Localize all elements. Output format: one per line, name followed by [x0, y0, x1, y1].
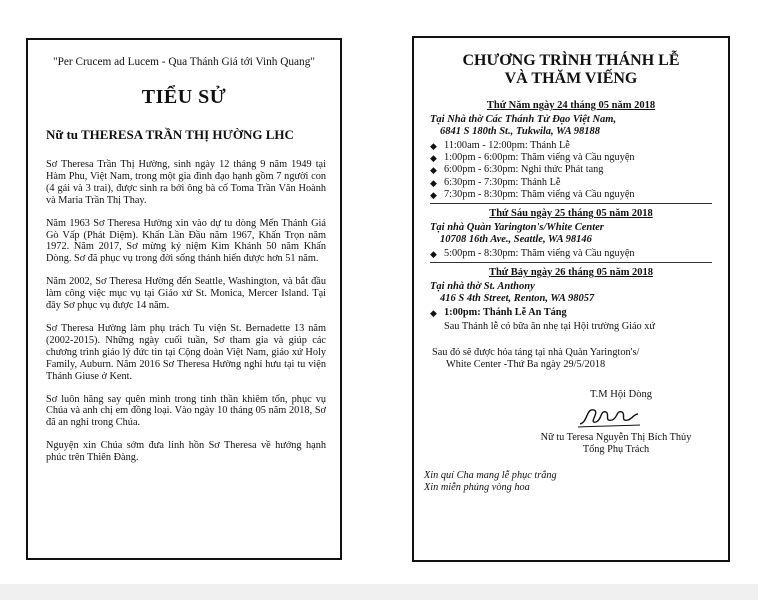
program-title-line1: CHƯƠNG TRÌNH THÁNH LỄ: [462, 52, 680, 69]
schedule-list-thursday: [424, 140, 718, 201]
location-line2: 6841 S 180th St., Tukwila, WA 98188: [440, 126, 600, 137]
biography-paragraph: Nguyện xin Chúa sớm đưa linh hồn Sơ Theresa về hưởng hạnh phúc trên Thiên Đàng.: [46, 440, 326, 464]
location-line2: 10708 16th Ave., Seattle, WA 98146: [440, 234, 592, 246]
bullet-icon: ◆: [430, 165, 437, 176]
closing-notes: Xin quí Cha mang lễ phục trắng Xin miễn phúng vòng hoa: [424, 470, 557, 494]
location-line1: Tại Nhà thờ Các Thánh Tử Đạo Việt Nam,: [430, 114, 617, 125]
bullet-icon: ◆: [430, 153, 437, 164]
program-title-line2: VÀ THĂM VIẾNG: [504, 70, 638, 87]
schedule-item: ◆ 11:00am - 12:00pm: Thánh Lễ: [430, 140, 570, 151]
program-title: [424, 52, 718, 88]
program-panel: [412, 36, 730, 562]
biography-paragraph: Năm 2002, Sơ Theresa Hường đến Seattle, Washington, và bắt đầu làm công việc mục vụ tại Giáo xứ St. Monica, Mercer Island. Tại đây Sơ phục vụ được 14 năm.: [46, 276, 326, 312]
motto: "Per Crucem ad Lucem - Qua Thánh Giá tới Vinh Quang": [53, 56, 315, 68]
location-saturday: [430, 281, 718, 305]
schedule-item: ◆ 7:30pm - 8:30pm: Thăm viếng và Cầu nguyện: [430, 188, 635, 200]
biography-paragraph: Sơ Theresa Trần Thị Hường, sinh ngày 12 tháng 9 năm 1949 tại Hàm Phu, Việt Nam, trong một gia đình đạo hạnh gồm 7 người con (4 gái và 3 trai), được sinh ra bởi ông bà cố Toma Trần Văn Hoành và Maria Trần Thị Thay.: [46, 159, 326, 206]
bullet-icon: ◆: [430, 177, 437, 188]
biography-paragraph: Sơ luôn hăng say quên mình trong tinh thần khiêm tốn, phục vụ Chúa và anh chị em đồng loại. Vào ngày 10 tháng 05 năm 2018, Sơ đã an nghỉ trong Chúa.: [46, 393, 326, 429]
signer: Nữ tu Teresa Nguyễn Thị Bích Thủy Tổng Phụ Trách: [540, 432, 692, 456]
bullet-icon: ◆: [430, 141, 437, 151]
location-thursday: [430, 114, 718, 138]
schedule-item: ◆ 6:00pm - 6:30pm: Nghi thức Phát tang: [430, 164, 604, 176]
biography-paragraph: Năm 1963 Sơ Theresa Hường xin vào dự tu dòng Mến Thánh Giá Gò Vấp (Phát Diệm). Khấn Lần Đầu năm 1967, Khấn Trọn năm 1972. Năm 2017, Sơ mừng kỷ niệm Kim Khánh 50 năm Khấn Dòng. Sơ đã phục vụ trong đời sống thánh hiến được hơn 51 năm.: [46, 217, 326, 265]
day-heading-friday: Thứ Sáu ngày 25 tháng 05 năm 2018: [489, 208, 653, 220]
biography-panel: [26, 38, 342, 560]
biography-title: TIỂU SỬ: [141, 86, 227, 108]
location-line2: 416 S 4th Street, Renton, WA 98057: [440, 293, 595, 305]
schedule-item: ◆ 1:00pm: Thánh Lễ An Táng: [430, 307, 567, 319]
location-line1: Tại nhà Quàn Yarington's/White Center: [430, 222, 604, 234]
day-heading-thursday: Thứ Năm ngày 24 tháng 05 năm 2018: [486, 100, 656, 111]
divider: [430, 203, 712, 204]
bottom-strip: [0, 584, 758, 600]
cremation-note: Sau đó sẽ được hỏa táng tại nhà Quàn Yarington's/ White Center -Thứ Ba ngày 29/5/2018: [432, 347, 640, 371]
on-behalf-label: T.M Hội Dòng: [590, 389, 652, 401]
bullet-icon: ◆: [430, 249, 437, 260]
schedule-item: ◆ 5:00pm - 8:30pm: Thăm viếng và Cầu nguyện: [430, 248, 635, 260]
location-line1: Tại nhà thờ St. Anthony: [430, 281, 535, 293]
schedule-list-saturday: [424, 307, 718, 319]
bullet-icon: ◆: [430, 189, 437, 200]
day-heading-saturday: Thứ Bảy ngày 26 tháng 05 năm 2018: [488, 267, 654, 279]
signature-icon: [574, 402, 644, 432]
divider: [430, 262, 712, 263]
location-friday: [430, 222, 718, 246]
schedule-item: ◆ 1:00pm - 6:00pm: Thăm viếng và Cầu nguyện: [430, 152, 635, 164]
schedule-list-friday: [424, 248, 718, 260]
schedule-item: ◆ 6:30pm - 7:30pm: Thánh Lễ: [430, 176, 561, 188]
biography-name: Nữ tu THERESA TRẦN THỊ HƯỜNG LHC: [46, 127, 294, 142]
reception-note: Sau Thánh lễ có bữa ăn nhẹ tại Hội trường Giáo xứ: [444, 321, 656, 333]
signature-image: [574, 402, 718, 432]
biography-paragraph: Sơ Theresa Hường làm phụ trách Tu viện St. Bernadette 13 năm (2002-2015). Những ngày cuối tuần, Sơ tham gia và giúp các chương trình giáo lý đức tin tại Cộng đoàn Việt Nam, giáo xứ Holy Family, Auburn. Năm 2016 Sơ Theresa Hường nghỉ hưu tại tu viện Thánh Giuse ở Kent.: [46, 322, 326, 382]
bullet-icon: ◆: [430, 308, 437, 319]
